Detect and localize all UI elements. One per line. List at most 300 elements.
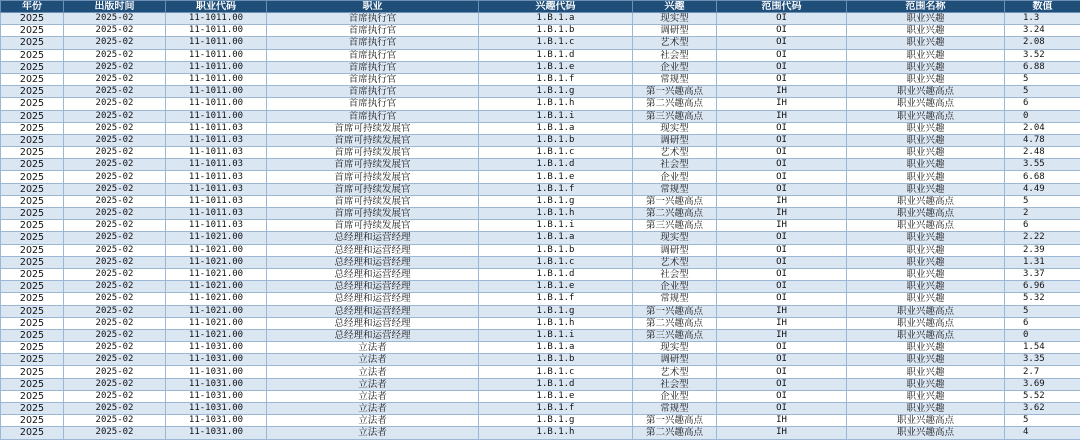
cell-occupation[interactable]: 总经理和运营经理 bbox=[267, 305, 479, 317]
cell-publish-date[interactable]: 2025-02 bbox=[64, 134, 166, 146]
cell-occupation-code[interactable]: 11-1021.00 bbox=[166, 268, 267, 280]
cell-value[interactable]: 4.49 bbox=[1005, 183, 1080, 195]
cell-scale-name[interactable]: 职业兴趣 bbox=[847, 122, 1005, 134]
cell-occupation-code[interactable]: 11-1011.00 bbox=[166, 86, 267, 98]
cell-value[interactable]: 3.62 bbox=[1005, 403, 1080, 415]
cell-year[interactable]: 2025 bbox=[1, 317, 64, 329]
cell-publish-date[interactable]: 2025-02 bbox=[64, 110, 166, 122]
cell-value[interactable]: 3.52 bbox=[1005, 49, 1080, 61]
cell-interest-code[interactable]: 1.B.1.h bbox=[479, 427, 633, 439]
cell-occupation[interactable]: 首席可持续发展官 bbox=[267, 195, 479, 207]
cell-scale-code[interactable]: IH bbox=[717, 329, 847, 341]
cell-scale-name[interactable]: 职业兴趣 bbox=[847, 183, 1005, 195]
cell-occupation-code[interactable]: 11-1011.00 bbox=[166, 37, 267, 49]
cell-interest-code[interactable]: 1.B.1.b bbox=[479, 134, 633, 146]
cell-occupation-code[interactable]: 11-1011.03 bbox=[166, 122, 267, 134]
cell-scale-name[interactable]: 职业兴趣高点 bbox=[847, 427, 1005, 439]
table-row[interactable] bbox=[1, 171, 1080, 183]
header-interest[interactable]: 兴趣 bbox=[633, 1, 717, 13]
cell-value[interactable]: 6.96 bbox=[1005, 281, 1080, 293]
cell-scale-name[interactable]: 职业兴趣高点 bbox=[847, 317, 1005, 329]
cell-publish-date[interactable]: 2025-02 bbox=[64, 305, 166, 317]
cell-interest[interactable]: 常规型 bbox=[633, 403, 717, 415]
cell-value[interactable]: 2 bbox=[1005, 208, 1080, 220]
cell-year[interactable]: 2025 bbox=[1, 73, 64, 85]
cell-occupation-code[interactable]: 11-1031.00 bbox=[166, 415, 267, 427]
header-occupation[interactable]: 职业 bbox=[267, 1, 479, 13]
cell-value[interactable]: 6 bbox=[1005, 98, 1080, 110]
cell-interest-code[interactable]: 1.B.1.d bbox=[479, 268, 633, 280]
table-row[interactable] bbox=[1, 220, 1080, 232]
cell-interest[interactable]: 第一兴趣高点 bbox=[633, 415, 717, 427]
header-interest-code[interactable]: 兴趣代码 bbox=[479, 1, 633, 13]
cell-interest[interactable]: 艺术型 bbox=[633, 147, 717, 159]
cell-year[interactable]: 2025 bbox=[1, 49, 64, 61]
cell-year[interactable]: 2025 bbox=[1, 293, 64, 305]
cell-value[interactable]: 2.08 bbox=[1005, 37, 1080, 49]
cell-interest[interactable]: 第一兴趣高点 bbox=[633, 195, 717, 207]
cell-publish-date[interactable]: 2025-02 bbox=[64, 403, 166, 415]
cell-value[interactable]: 1.54 bbox=[1005, 342, 1080, 354]
cell-year[interactable]: 2025 bbox=[1, 244, 64, 256]
cell-scale-name[interactable]: 职业兴趣 bbox=[847, 244, 1005, 256]
cell-interest[interactable]: 企业型 bbox=[633, 171, 717, 183]
cell-interest-code[interactable]: 1.B.1.h bbox=[479, 98, 633, 110]
cell-scale-code[interactable]: OI bbox=[717, 342, 847, 354]
cell-interest[interactable]: 第一兴趣高点 bbox=[633, 86, 717, 98]
cell-occupation[interactable]: 总经理和运营经理 bbox=[267, 244, 479, 256]
cell-occupation[interactable]: 立法者 bbox=[267, 342, 479, 354]
cell-scale-name[interactable]: 职业兴趣 bbox=[847, 37, 1005, 49]
cell-occupation-code[interactable]: 11-1021.00 bbox=[166, 305, 267, 317]
cell-value[interactable]: 2.48 bbox=[1005, 147, 1080, 159]
cell-interest-code[interactable]: 1.B.1.d bbox=[479, 159, 633, 171]
cell-occupation-code[interactable]: 11-1011.03 bbox=[166, 159, 267, 171]
cell-interest[interactable]: 现实型 bbox=[633, 232, 717, 244]
table-row[interactable] bbox=[1, 232, 1080, 244]
cell-value[interactable]: 3.55 bbox=[1005, 159, 1080, 171]
cell-year[interactable]: 2025 bbox=[1, 122, 64, 134]
cell-occupation[interactable]: 总经理和运营经理 bbox=[267, 317, 479, 329]
cell-value[interactable]: 5 bbox=[1005, 305, 1080, 317]
cell-occupation[interactable]: 首席执行官 bbox=[267, 25, 479, 37]
cell-publish-date[interactable]: 2025-02 bbox=[64, 208, 166, 220]
cell-publish-date[interactable]: 2025-02 bbox=[64, 98, 166, 110]
cell-scale-code[interactable]: IH bbox=[717, 427, 847, 439]
cell-interest-code[interactable]: 1.B.1.h bbox=[479, 317, 633, 329]
cell-year[interactable]: 2025 bbox=[1, 366, 64, 378]
cell-interest-code[interactable]: 1.B.1.i bbox=[479, 110, 633, 122]
cell-interest-code[interactable]: 1.B.1.g bbox=[479, 195, 633, 207]
cell-interest-code[interactable]: 1.B.1.b bbox=[479, 25, 633, 37]
table-row[interactable] bbox=[1, 110, 1080, 122]
cell-scale-code[interactable]: OI bbox=[717, 159, 847, 171]
cell-scale-name[interactable]: 职业兴趣 bbox=[847, 354, 1005, 366]
table-row[interactable] bbox=[1, 134, 1080, 146]
cell-publish-date[interactable]: 2025-02 bbox=[64, 244, 166, 256]
cell-interest-code[interactable]: 1.B.1.e bbox=[479, 281, 633, 293]
cell-interest[interactable]: 常规型 bbox=[633, 73, 717, 85]
cell-year[interactable]: 2025 bbox=[1, 195, 64, 207]
cell-scale-name[interactable]: 职业兴趣高点 bbox=[847, 305, 1005, 317]
cell-interest-code[interactable]: 1.B.1.c bbox=[479, 147, 633, 159]
cell-year[interactable]: 2025 bbox=[1, 171, 64, 183]
cell-occupation[interactable]: 总经理和运营经理 bbox=[267, 329, 479, 341]
cell-value[interactable]: 0 bbox=[1005, 329, 1080, 341]
header-value[interactable]: 数值 bbox=[1005, 1, 1080, 13]
cell-scale-name[interactable]: 职业兴趣 bbox=[847, 256, 1005, 268]
cell-occupation-code[interactable]: 11-1011.03 bbox=[166, 195, 267, 207]
cell-year[interactable]: 2025 bbox=[1, 342, 64, 354]
cell-value[interactable]: 1.3 bbox=[1005, 13, 1080, 25]
cell-scale-name[interactable]: 职业兴趣 bbox=[847, 268, 1005, 280]
cell-year[interactable]: 2025 bbox=[1, 427, 64, 439]
header-scale-name[interactable]: 范围名称 bbox=[847, 1, 1005, 13]
cell-publish-date[interactable]: 2025-02 bbox=[64, 195, 166, 207]
cell-interest-code[interactable]: 1.B.1.f bbox=[479, 73, 633, 85]
cell-value[interactable]: 2.7 bbox=[1005, 366, 1080, 378]
cell-interest-code[interactable]: 1.B.1.a bbox=[479, 122, 633, 134]
cell-scale-code[interactable]: OI bbox=[717, 147, 847, 159]
cell-scale-name[interactable]: 职业兴趣高点 bbox=[847, 208, 1005, 220]
cell-occupation-code[interactable]: 11-1031.00 bbox=[166, 427, 267, 439]
cell-value[interactable]: 6 bbox=[1005, 317, 1080, 329]
cell-interest[interactable]: 社会型 bbox=[633, 268, 717, 280]
cell-interest[interactable]: 调研型 bbox=[633, 244, 717, 256]
cell-scale-code[interactable]: OI bbox=[717, 49, 847, 61]
table-row[interactable] bbox=[1, 268, 1080, 280]
cell-interest-code[interactable]: 1.B.1.f bbox=[479, 183, 633, 195]
cell-value[interactable]: 3.24 bbox=[1005, 25, 1080, 37]
cell-interest-code[interactable]: 1.B.1.b bbox=[479, 244, 633, 256]
cell-occupation[interactable]: 立法者 bbox=[267, 390, 479, 402]
cell-occupation-code[interactable]: 11-1011.00 bbox=[166, 110, 267, 122]
cell-publish-date[interactable]: 2025-02 bbox=[64, 220, 166, 232]
cell-interest[interactable]: 现实型 bbox=[633, 122, 717, 134]
cell-occupation[interactable]: 首席执行官 bbox=[267, 86, 479, 98]
cell-publish-date[interactable]: 2025-02 bbox=[64, 37, 166, 49]
table-row[interactable] bbox=[1, 147, 1080, 159]
table-row[interactable] bbox=[1, 256, 1080, 268]
header-year[interactable]: 年份 bbox=[1, 1, 64, 13]
cell-publish-date[interactable]: 2025-02 bbox=[64, 415, 166, 427]
cell-scale-code[interactable]: OI bbox=[717, 122, 847, 134]
cell-publish-date[interactable]: 2025-02 bbox=[64, 329, 166, 341]
cell-occupation-code[interactable]: 11-1011.00 bbox=[166, 98, 267, 110]
cell-publish-date[interactable]: 2025-02 bbox=[64, 61, 166, 73]
cell-occupation[interactable]: 首席执行官 bbox=[267, 73, 479, 85]
header-publish-date[interactable]: 出版时间 bbox=[64, 1, 166, 13]
table-row[interactable] bbox=[1, 293, 1080, 305]
table-row[interactable] bbox=[1, 329, 1080, 341]
cell-year[interactable]: 2025 bbox=[1, 232, 64, 244]
cell-interest[interactable]: 调研型 bbox=[633, 134, 717, 146]
cell-interest[interactable]: 第二兴趣高点 bbox=[633, 427, 717, 439]
cell-interest-code[interactable]: 1.B.1.e bbox=[479, 171, 633, 183]
table-row[interactable] bbox=[1, 13, 1080, 25]
cell-interest-code[interactable]: 1.B.1.g bbox=[479, 415, 633, 427]
cell-scale-code[interactable]: OI bbox=[717, 268, 847, 280]
cell-interest[interactable]: 第二兴趣高点 bbox=[633, 317, 717, 329]
cell-publish-date[interactable]: 2025-02 bbox=[64, 293, 166, 305]
cell-scale-name[interactable]: 职业兴趣 bbox=[847, 134, 1005, 146]
table-row[interactable] bbox=[1, 305, 1080, 317]
table-row[interactable] bbox=[1, 281, 1080, 293]
cell-value[interactable]: 6.88 bbox=[1005, 61, 1080, 73]
cell-year[interactable]: 2025 bbox=[1, 354, 64, 366]
cell-scale-code[interactable]: OI bbox=[717, 61, 847, 73]
cell-value[interactable]: 6 bbox=[1005, 220, 1080, 232]
cell-publish-date[interactable]: 2025-02 bbox=[64, 25, 166, 37]
cell-scale-code[interactable]: OI bbox=[717, 281, 847, 293]
cell-interest-code[interactable]: 1.B.1.f bbox=[479, 293, 633, 305]
cell-value[interactable]: 0 bbox=[1005, 110, 1080, 122]
cell-interest[interactable]: 艺术型 bbox=[633, 37, 717, 49]
cell-occupation-code[interactable]: 11-1021.00 bbox=[166, 293, 267, 305]
cell-scale-name[interactable]: 职业兴趣 bbox=[847, 390, 1005, 402]
cell-interest-code[interactable]: 1.B.1.c bbox=[479, 37, 633, 49]
cell-scale-name[interactable]: 职业兴趣 bbox=[847, 13, 1005, 25]
cell-publish-date[interactable]: 2025-02 bbox=[64, 147, 166, 159]
cell-scale-name[interactable]: 职业兴趣 bbox=[847, 159, 1005, 171]
header-occupation-code[interactable]: 职业代码 bbox=[166, 1, 267, 13]
table-row[interactable] bbox=[1, 415, 1080, 427]
cell-occupation-code[interactable]: 11-1031.00 bbox=[166, 354, 267, 366]
cell-scale-code[interactable]: OI bbox=[717, 232, 847, 244]
cell-occupation-code[interactable]: 11-1021.00 bbox=[166, 281, 267, 293]
cell-interest[interactable]: 第三兴趣高点 bbox=[633, 220, 717, 232]
cell-year[interactable]: 2025 bbox=[1, 147, 64, 159]
cell-occupation-code[interactable]: 11-1011.03 bbox=[166, 183, 267, 195]
cell-publish-date[interactable]: 2025-02 bbox=[64, 183, 166, 195]
cell-year[interactable]: 2025 bbox=[1, 268, 64, 280]
cell-interest[interactable]: 现实型 bbox=[633, 342, 717, 354]
cell-year[interactable]: 2025 bbox=[1, 13, 64, 25]
table-row[interactable] bbox=[1, 98, 1080, 110]
cell-scale-name[interactable]: 职业兴趣高点 bbox=[847, 98, 1005, 110]
cell-publish-date[interactable]: 2025-02 bbox=[64, 354, 166, 366]
cell-interest-code[interactable]: 1.B.1.e bbox=[479, 390, 633, 402]
table-row[interactable] bbox=[1, 73, 1080, 85]
cell-interest[interactable]: 第三兴趣高点 bbox=[633, 110, 717, 122]
cell-publish-date[interactable]: 2025-02 bbox=[64, 13, 166, 25]
cell-occupation-code[interactable]: 11-1011.00 bbox=[166, 61, 267, 73]
cell-scale-name[interactable]: 职业兴趣高点 bbox=[847, 86, 1005, 98]
cell-scale-code[interactable]: OI bbox=[717, 37, 847, 49]
cell-occupation-code[interactable]: 11-1031.00 bbox=[166, 342, 267, 354]
cell-scale-code[interactable]: OI bbox=[717, 354, 847, 366]
cell-interest[interactable]: 常规型 bbox=[633, 293, 717, 305]
cell-interest-code[interactable]: 1.B.1.i bbox=[479, 220, 633, 232]
table-row[interactable] bbox=[1, 244, 1080, 256]
cell-scale-code[interactable]: OI bbox=[717, 73, 847, 85]
cell-interest-code[interactable]: 1.B.1.h bbox=[479, 208, 633, 220]
cell-year[interactable]: 2025 bbox=[1, 378, 64, 390]
cell-interest[interactable]: 社会型 bbox=[633, 49, 717, 61]
table-row[interactable] bbox=[1, 25, 1080, 37]
cell-scale-code[interactable]: IH bbox=[717, 208, 847, 220]
cell-occupation[interactable]: 首席执行官 bbox=[267, 110, 479, 122]
cell-occupation[interactable]: 总经理和运营经理 bbox=[267, 232, 479, 244]
cell-occupation-code[interactable]: 11-1011.00 bbox=[166, 13, 267, 25]
cell-scale-name[interactable]: 职业兴趣 bbox=[847, 403, 1005, 415]
table-row[interactable] bbox=[1, 37, 1080, 49]
cell-occupation-code[interactable]: 11-1021.00 bbox=[166, 232, 267, 244]
table-row[interactable] bbox=[1, 208, 1080, 220]
cell-year[interactable]: 2025 bbox=[1, 305, 64, 317]
cell-value[interactable]: 3.35 bbox=[1005, 354, 1080, 366]
cell-occupation[interactable]: 首席可持续发展官 bbox=[267, 159, 479, 171]
cell-scale-code[interactable]: OI bbox=[717, 13, 847, 25]
cell-scale-name[interactable]: 职业兴趣 bbox=[847, 61, 1005, 73]
cell-interest-code[interactable]: 1.B.1.e bbox=[479, 61, 633, 73]
cell-interest[interactable]: 第一兴趣高点 bbox=[633, 305, 717, 317]
table-row[interactable] bbox=[1, 183, 1080, 195]
cell-year[interactable]: 2025 bbox=[1, 403, 64, 415]
cell-scale-code[interactable]: OI bbox=[717, 171, 847, 183]
cell-publish-date[interactable]: 2025-02 bbox=[64, 232, 166, 244]
cell-interest[interactable]: 社会型 bbox=[633, 159, 717, 171]
cell-interest-code[interactable]: 1.B.1.a bbox=[479, 232, 633, 244]
cell-occupation-code[interactable]: 11-1021.00 bbox=[166, 256, 267, 268]
cell-interest[interactable]: 第三兴趣高点 bbox=[633, 329, 717, 341]
cell-scale-code[interactable]: IH bbox=[717, 317, 847, 329]
cell-value[interactable]: 5.52 bbox=[1005, 390, 1080, 402]
cell-publish-date[interactable]: 2025-02 bbox=[64, 281, 166, 293]
cell-interest[interactable]: 艺术型 bbox=[633, 256, 717, 268]
table-row[interactable] bbox=[1, 378, 1080, 390]
cell-year[interactable]: 2025 bbox=[1, 98, 64, 110]
cell-occupation[interactable]: 首席执行官 bbox=[267, 13, 479, 25]
table-row[interactable] bbox=[1, 61, 1080, 73]
cell-value[interactable]: 4 bbox=[1005, 427, 1080, 439]
cell-year[interactable]: 2025 bbox=[1, 329, 64, 341]
cell-publish-date[interactable]: 2025-02 bbox=[64, 427, 166, 439]
cell-occupation[interactable]: 立法者 bbox=[267, 415, 479, 427]
cell-scale-name[interactable]: 职业兴趣 bbox=[847, 25, 1005, 37]
cell-scale-code[interactable]: OI bbox=[717, 183, 847, 195]
cell-interest[interactable]: 第二兴趣高点 bbox=[633, 98, 717, 110]
cell-occupation-code[interactable]: 11-1031.00 bbox=[166, 403, 267, 415]
table-row[interactable] bbox=[1, 159, 1080, 171]
cell-scale-name[interactable]: 职业兴趣 bbox=[847, 171, 1005, 183]
cell-year[interactable]: 2025 bbox=[1, 25, 64, 37]
cell-publish-date[interactable]: 2025-02 bbox=[64, 268, 166, 280]
cell-year[interactable]: 2025 bbox=[1, 281, 64, 293]
cell-occupation[interactable]: 立法者 bbox=[267, 403, 479, 415]
cell-scale-name[interactable]: 职业兴趣高点 bbox=[847, 110, 1005, 122]
cell-publish-date[interactable]: 2025-02 bbox=[64, 73, 166, 85]
cell-interest[interactable]: 企业型 bbox=[633, 390, 717, 402]
table-row[interactable] bbox=[1, 390, 1080, 402]
cell-interest-code[interactable]: 1.B.1.g bbox=[479, 305, 633, 317]
cell-interest-code[interactable]: 1.B.1.c bbox=[479, 366, 633, 378]
cell-scale-name[interactable]: 职业兴趣 bbox=[847, 73, 1005, 85]
table-row[interactable] bbox=[1, 342, 1080, 354]
cell-scale-name[interactable]: 职业兴趣高点 bbox=[847, 415, 1005, 427]
cell-occupation[interactable]: 首席可持续发展官 bbox=[267, 171, 479, 183]
cell-occupation[interactable]: 首席可持续发展官 bbox=[267, 220, 479, 232]
cell-scale-name[interactable]: 职业兴趣高点 bbox=[847, 220, 1005, 232]
cell-publish-date[interactable]: 2025-02 bbox=[64, 159, 166, 171]
cell-occupation[interactable]: 首席执行官 bbox=[267, 49, 479, 61]
cell-scale-name[interactable]: 职业兴趣 bbox=[847, 147, 1005, 159]
cell-value[interactable]: 1.31 bbox=[1005, 256, 1080, 268]
cell-scale-code[interactable]: IH bbox=[717, 220, 847, 232]
cell-occupation-code[interactable]: 11-1011.03 bbox=[166, 171, 267, 183]
cell-interest-code[interactable]: 1.B.1.g bbox=[479, 86, 633, 98]
cell-year[interactable]: 2025 bbox=[1, 208, 64, 220]
cell-publish-date[interactable]: 2025-02 bbox=[64, 86, 166, 98]
table-row[interactable] bbox=[1, 354, 1080, 366]
cell-publish-date[interactable]: 2025-02 bbox=[64, 378, 166, 390]
cell-scale-name[interactable]: 职业兴趣 bbox=[847, 232, 1005, 244]
cell-occupation[interactable]: 首席可持续发展官 bbox=[267, 183, 479, 195]
cell-interest-code[interactable]: 1.B.1.c bbox=[479, 256, 633, 268]
cell-scale-code[interactable]: IH bbox=[717, 86, 847, 98]
cell-year[interactable]: 2025 bbox=[1, 61, 64, 73]
cell-value[interactable]: 5 bbox=[1005, 415, 1080, 427]
cell-occupation[interactable]: 立法者 bbox=[267, 366, 479, 378]
cell-occupation-code[interactable]: 11-1031.00 bbox=[166, 366, 267, 378]
cell-occupation[interactable]: 总经理和运营经理 bbox=[267, 256, 479, 268]
cell-scale-code[interactable]: OI bbox=[717, 390, 847, 402]
cell-occupation-code[interactable]: 11-1011.03 bbox=[166, 134, 267, 146]
cell-occupation[interactable]: 首席可持续发展官 bbox=[267, 208, 479, 220]
cell-occupation-code[interactable]: 11-1021.00 bbox=[166, 244, 267, 256]
cell-interest[interactable]: 常规型 bbox=[633, 183, 717, 195]
cell-scale-code[interactable]: OI bbox=[717, 134, 847, 146]
cell-occupation-code[interactable]: 11-1021.00 bbox=[166, 317, 267, 329]
cell-interest-code[interactable]: 1.B.1.a bbox=[479, 342, 633, 354]
cell-scale-code[interactable]: IH bbox=[717, 110, 847, 122]
cell-scale-name[interactable]: 职业兴趣 bbox=[847, 366, 1005, 378]
cell-occupation[interactable]: 首席可持续发展官 bbox=[267, 147, 479, 159]
cell-scale-code[interactable]: IH bbox=[717, 305, 847, 317]
cell-scale-code[interactable]: OI bbox=[717, 366, 847, 378]
cell-year[interactable]: 2025 bbox=[1, 220, 64, 232]
cell-publish-date[interactable]: 2025-02 bbox=[64, 390, 166, 402]
cell-occupation-code[interactable]: 11-1011.00 bbox=[166, 49, 267, 61]
cell-occupation[interactable]: 首席执行官 bbox=[267, 98, 479, 110]
cell-publish-date[interactable]: 2025-02 bbox=[64, 122, 166, 134]
cell-scale-name[interactable]: 职业兴趣 bbox=[847, 293, 1005, 305]
cell-interest[interactable]: 社会型 bbox=[633, 378, 717, 390]
cell-interest-code[interactable]: 1.B.1.d bbox=[479, 378, 633, 390]
cell-interest-code[interactable]: 1.B.1.b bbox=[479, 354, 633, 366]
cell-occupation[interactable]: 总经理和运营经理 bbox=[267, 281, 479, 293]
cell-year[interactable]: 2025 bbox=[1, 86, 64, 98]
cell-scale-name[interactable]: 职业兴趣高点 bbox=[847, 329, 1005, 341]
cell-occupation[interactable]: 总经理和运营经理 bbox=[267, 268, 479, 280]
cell-year[interactable]: 2025 bbox=[1, 415, 64, 427]
cell-occupation-code[interactable]: 11-1031.00 bbox=[166, 378, 267, 390]
cell-scale-code[interactable]: OI bbox=[717, 293, 847, 305]
cell-scale-code[interactable]: OI bbox=[717, 25, 847, 37]
cell-occupation-code[interactable]: 11-1011.00 bbox=[166, 73, 267, 85]
cell-year[interactable]: 2025 bbox=[1, 110, 64, 122]
cell-scale-code[interactable]: IH bbox=[717, 98, 847, 110]
cell-publish-date[interactable]: 2025-02 bbox=[64, 171, 166, 183]
cell-occupation[interactable]: 首席执行官 bbox=[267, 37, 479, 49]
cell-scale-code[interactable]: OI bbox=[717, 244, 847, 256]
cell-occupation[interactable]: 立法者 bbox=[267, 354, 479, 366]
cell-publish-date[interactable]: 2025-02 bbox=[64, 366, 166, 378]
table-row[interactable] bbox=[1, 122, 1080, 134]
cell-year[interactable]: 2025 bbox=[1, 159, 64, 171]
table-row[interactable] bbox=[1, 86, 1080, 98]
cell-occupation[interactable]: 首席可持续发展官 bbox=[267, 134, 479, 146]
